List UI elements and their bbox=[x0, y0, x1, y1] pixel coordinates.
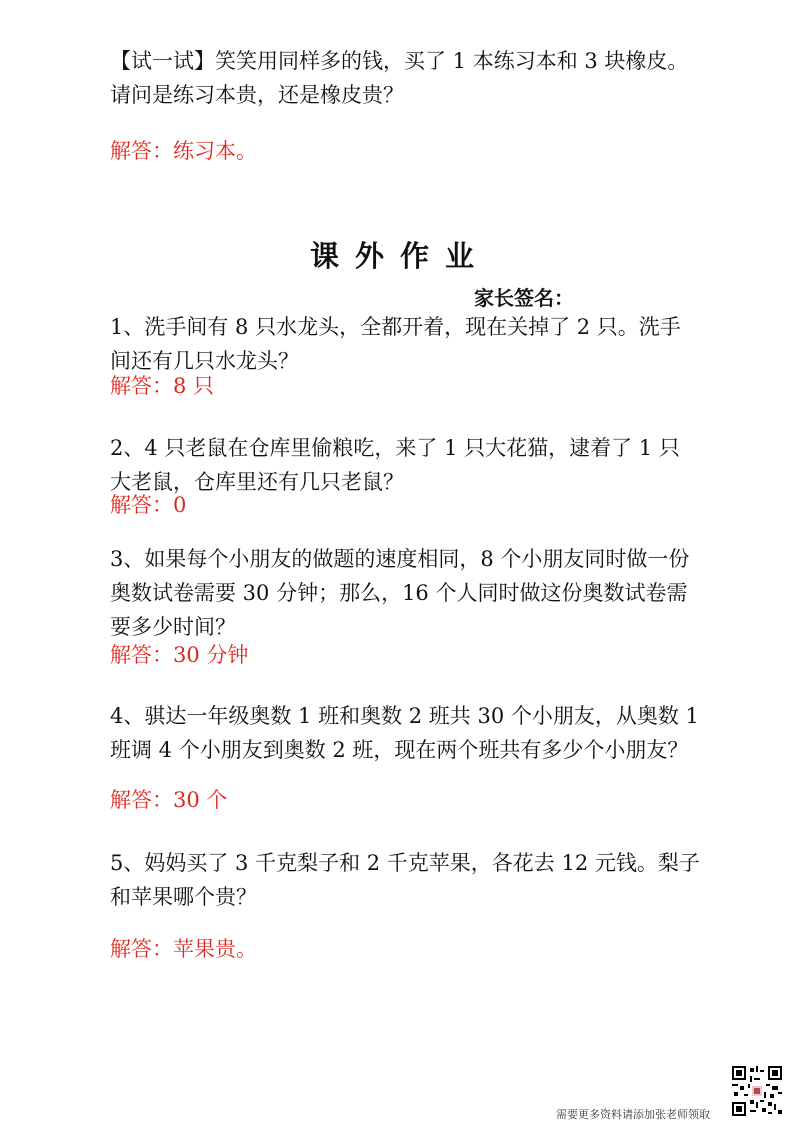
problem-3-answer: 解答：30 分钟 bbox=[110, 643, 249, 667]
problem-4-answer: 解答：30 个 bbox=[110, 788, 228, 812]
trial-question: 【试一试】笑笑用同样多的钱，买了 1 本练习本和 3 块橡皮。请问是练习本贵，还是橡皮贵？ bbox=[110, 49, 689, 107]
qr-code-graphic bbox=[732, 1066, 782, 1116]
section-title: 课外作业 bbox=[309, 239, 490, 273]
footer-note: 需要更多资料请添加张老师领取 bbox=[556, 1108, 710, 1121]
parent-signature-label: 家长签名： bbox=[474, 286, 574, 310]
problem-1-question: 1、洗手间有 8 只水龙头，全都开着，现在关掉了 2 只。洗手间还有几只水龙头？ bbox=[110, 315, 681, 373]
problem-2-answer: 解答：0 bbox=[110, 493, 187, 517]
trial-answer: 解答：练习本。 bbox=[110, 139, 257, 163]
problem-4-question: 4、骐达一年级奥数 1 班和奥数 2 班共 30 个小朋友，从奥数 1 班调 4 个小朋友到奥数 2 班，现在两个班共有多少个小朋友？ bbox=[110, 704, 699, 762]
qr-code-icon bbox=[732, 1066, 782, 1116]
problem-1-answer: 解答：8 只 bbox=[110, 374, 215, 398]
problem-5-answer: 解答：苹果贵。 bbox=[110, 937, 257, 961]
problem-2-question: 2、4 只老鼠在仓库里偷粮吃，来了 1 只大花猫，逮着了 1 只大老鼠，仓库里还有几只老鼠？ bbox=[110, 436, 680, 494]
problem-3-question: 3、如果每个小朋友的做题的速度相同，8 个小朋友同时做一份奥数试卷需要 30 分钟；那么，16 个人同时做这份奥数试卷需要多少时间？ bbox=[110, 547, 690, 639]
problem-5-question: 5、妈妈买了 3 千克梨子和 2 千克苹果，各花去 12 元钱。梨子和苹果哪个贵？ bbox=[110, 851, 700, 909]
